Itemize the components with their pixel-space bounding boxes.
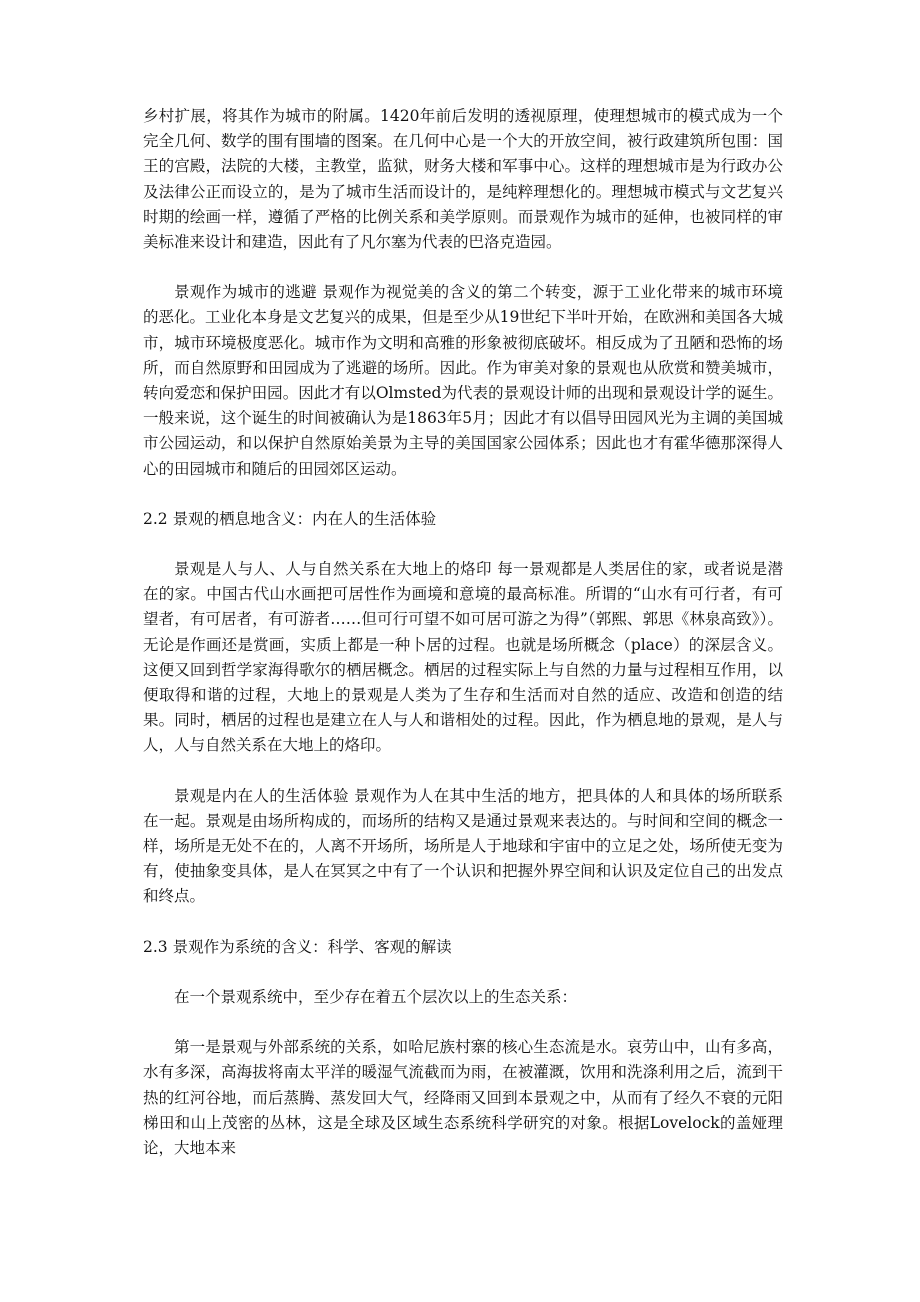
paragraph-1: 乡村扩展，将其作为城市的附属。1420年前后发明的透视原理，使理想城市的模式成为一个完全几何、数学的围有围墙的图案。在几何中心是一个大的开放空间，被行政建筑所包围：国王的宫殿，法院的大楼，主教堂，监狱，财务大楼和军事中心。这样的理想城市是为行政办公及法律公正而设立的，是为了城市生活而设计的，是纯粹理想化的。理想城市模式与文艺复兴时期的绘画一样，遵循了严格的比例关系和美学原则。而景观作为城市的延伸，也被同样的审美标准来设计和建造，因此有了凡尔塞为代表的巴洛克造园。 xyxy=(143,107,783,252)
paragraph-5: 在一个景观系统中，至少存在着五个层次以上的生态关系： xyxy=(174,987,578,1006)
paragraph-4: 景观是内在人的生活体验 景观作为人在其中生活的地方，把具体的人和具体的场所联系在一起。景观是由场所构成的，而场所的结构又是通过景观来表达的。与时间和空间的概念一样，场所是无处不在的，人离不开场所，场所是人于地球和宇宙中的立足之处，场所使无变为有，使抽象变具体，是人在冥冥之中有了一个认识和把握外界空间和认识及定位自己的出发点和终点。 xyxy=(143,786,783,906)
document-page xyxy=(143,104,783,1186)
section-heading-2-3: 2.3 景观作为系统的含义：科学、客观的解读 xyxy=(143,937,452,956)
paragraph-6: 第一是景观与外部系统的关系，如哈尼族村寨的核心生态流是水。哀劳山中，山有多高，水有多深，高海拔将南太平洋的暖湿气流截而为雨，在被灌溉，饮用和洗涤利用之后，流到干热的红河谷地，而后蒸腾、蒸发回大气，经降雨又回到本景观之中，从而有了经久不衰的元阳梯田和山上茂密的丛林，这是全球及区域生态系统科学研究的对象。根据Lovelock的盖娅理论，大地本来 xyxy=(143,1038,783,1157)
paragraph-2: 景观作为城市的逃避 景观作为视觉美的含义的第二个转变，源于工业化带来的城市环境的恶化。工业化本身是文艺复兴的成果，但是至少从19世纪下半叶开始，在欧洲和美国各大城市，城市环境极度恶化。城市作为文明和高雅的形象被彻底破坏。相反成为了丑陋和恐怖的场所，而自然原野和田园成为了逃避的场所。因此。作为审美对象的景观也从欣赏和赞美城市，转向爱恋和保护田园。因此才有以Olmsted为代表的景观设计师的出现和景观设计学的诞生。一般来说，这个诞生的时间被确认为是1863年5月；因此才有以倡导田园风光为主调的美国城市公园运动，和以保护自然原始美景为主导的美国国家公园体系；因此也才有霍华德那深得人心的田园城市和随后的田园郊区运动。 xyxy=(143,283,783,478)
paragraph-3: 景观是人与人、人与自然关系在大地上的烙印 每一景观都是人类居住的家，或者说是潜在的家。中国古代山水画把可居性作为画境和意境的最高标准。所谓的“山水有可行者，有可望者，有可居者，有可游者……但可行可望不如可居可游之为得”（郭熙、郭思《林泉高致》）。无论是作画还是赏画，实质上都是一种卜居的过程。也就是场所概念（place）的深层含义。这便又回到哲学家海得歌尔的栖居概念。栖居的过程实际上与自然的力量与过程相互作用，以便取得和谐的过程，大地上的景观是人类为了生存和生活而对自然的适应、改造和创造的结果。同时，栖居的过程也是建立在人与人和谐相处的过程。因此，作为栖息地的景观，是人与人，人与自然关系在大地上的烙印。 xyxy=(143,560,783,755)
section-heading-2-2: 2.2 景观的栖息地含义：内在人的生活体验 xyxy=(143,509,437,528)
